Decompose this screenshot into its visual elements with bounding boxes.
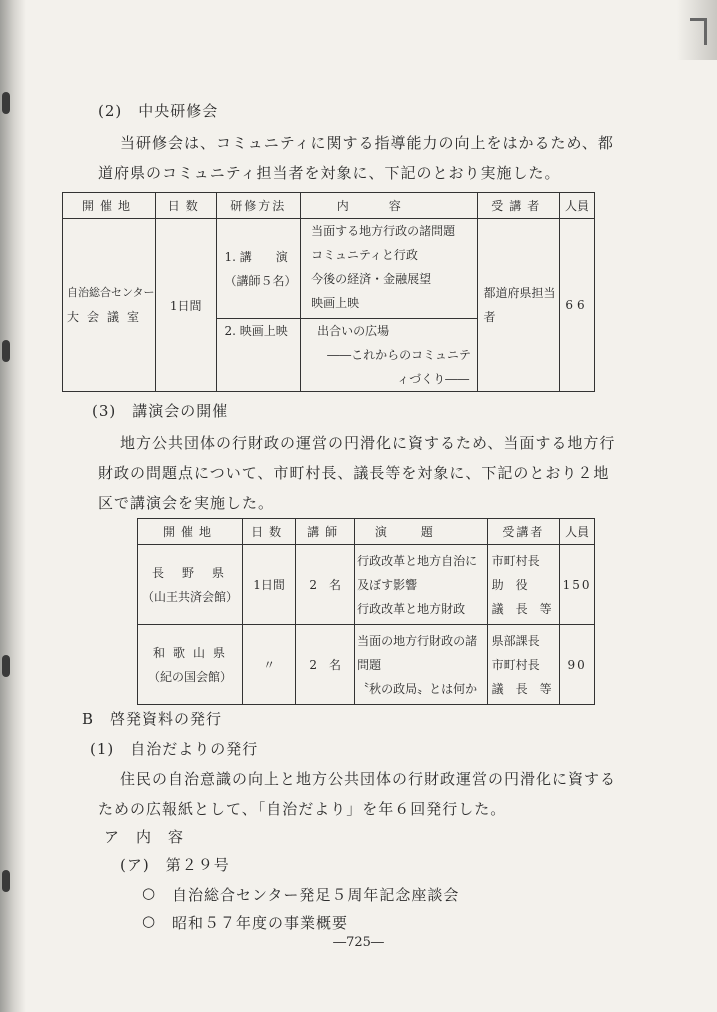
sectionB-paragraph-line1: 住民の自治意識の向上と地方公共団体の行財政運営の円滑化に資する (120, 770, 617, 788)
method1-line1: 1. 講 演 (224, 249, 288, 264)
content1-cell (301, 219, 477, 319)
sectionB-paragraph-line2: ための広報紙として、「自治だより」を年６回発行した。 (98, 800, 507, 818)
topic-line: 問題 (357, 657, 382, 672)
header-topic: 演題 (355, 519, 487, 545)
attendees-line2: 者 (483, 310, 496, 324)
section3-paragraph-line2: 財政の問題点について、市町村長、議長等を対象に、下記のとおり２地 (98, 464, 610, 482)
count-cell: 150 (560, 545, 595, 625)
attendees-line: 助 役 (491, 577, 528, 592)
method2-cell (216, 319, 301, 392)
binding-hole (2, 340, 10, 362)
header-venue: 開催地 (63, 193, 156, 219)
header-method: 研修方法 (216, 193, 301, 219)
content1-line: コミュニティと行政 (311, 248, 418, 262)
attendees-line: 議 長 等 (491, 601, 552, 616)
attendees-cell (487, 625, 560, 705)
attendees-line: 市町村長 (491, 553, 540, 568)
scan-shadow-left (0, 0, 26, 1012)
section2-heading: (2) 中央研修会 (98, 102, 219, 120)
section2-paragraph-line2: 道府県のコミュニティ担当者を対象に、下記のとおり実施した。 (98, 164, 561, 182)
sectionB-subheading: (1) 自治だよりの発行 (90, 740, 259, 758)
topic-line: 当面の地方行財政の諸 (357, 633, 478, 648)
table-row (63, 219, 595, 319)
header-content: 内容 (301, 193, 477, 219)
topic-cell (355, 625, 487, 705)
method1-cell (216, 219, 301, 319)
count-cell: 90 (560, 625, 595, 705)
count-cell: 66 (560, 219, 595, 392)
issue-heading: (ア) 第２９号 (120, 856, 230, 874)
content-heading: ア 内 容 (104, 828, 185, 846)
lecturer-cell: 2 名 (296, 545, 355, 625)
venue-cell (138, 545, 243, 625)
attendees-cell (477, 219, 560, 392)
days-cell: 1日間 (243, 545, 296, 625)
header-days: 日数 (243, 519, 296, 545)
days-cell: 1日間 (155, 219, 216, 392)
header-days: 日数 (155, 193, 216, 219)
attendees-line: 市町村長 (491, 657, 540, 672)
days-cell: 〃 (243, 625, 296, 705)
venue-line1: 自治総合センター (67, 286, 155, 299)
header-count: 人員 (560, 519, 595, 545)
header-count: 人員 (560, 193, 595, 219)
venue-line2: 大会議室 (67, 310, 148, 324)
corner-mark (690, 18, 707, 45)
content2-line: 出合いの広場 (317, 324, 390, 338)
content2-line: ィづくり―― (397, 372, 470, 386)
table-header-row (63, 193, 595, 219)
page-number: ―725― (333, 935, 384, 950)
binding-hole (2, 870, 10, 892)
topic-line: 〝秋の政局〟とは何か (357, 681, 478, 696)
attendees-line1: 都道府県担当 (483, 286, 556, 300)
venue-cell (138, 625, 243, 705)
section3-paragraph-line1: 地方公共団体の行財政の運営の円滑化に資するため、当面する地方行 (120, 434, 616, 452)
method1-line2: （講師５名） (224, 273, 297, 288)
header-lecturer: 講師 (296, 519, 355, 545)
header-venue: 開催地 (138, 519, 243, 545)
table-row (138, 545, 595, 625)
lecture-table (137, 518, 595, 705)
table-header-row (138, 519, 595, 545)
venue-cell (63, 219, 156, 392)
lecturer-cell: 2 名 (296, 625, 355, 705)
attendees-line: 県部課長 (491, 633, 540, 648)
venue-name: 和歌山県 (153, 645, 234, 660)
section3-paragraph-line3: 区で講演会を実施した。 (98, 494, 275, 512)
content1-line: 映画上映 (311, 296, 360, 310)
content1-line: 今後の経済・金融展望 (311, 272, 432, 286)
header-attendees: 受講者 (477, 193, 560, 219)
section2-paragraph-line1: 当研修会は、コミュニティに関する指導能力の向上をはかるため、都 (120, 134, 614, 152)
method2-line: 2. 映画上映 (224, 324, 288, 338)
bullet-icon: ○ (142, 884, 157, 902)
venue-sub: （山王共済会館） (142, 589, 239, 604)
content2-line: ――これからのコミュニテ (327, 348, 471, 362)
content1-line: 当面する地方行政の諸問題 (311, 224, 456, 238)
attendees-cell (487, 545, 560, 625)
venue-name: 長野県 (152, 565, 243, 580)
topic-line: 行政改革と地方自治に (357, 553, 478, 568)
venue-sub: （紀の国会館） (148, 669, 233, 684)
content2-cell (301, 319, 477, 392)
topic-line: 及ぼす影響 (357, 577, 418, 592)
training-table (62, 192, 595, 392)
binding-hole (2, 92, 10, 114)
topic-cell (355, 545, 487, 625)
binding-hole (2, 655, 10, 677)
attendees-line: 議 長 等 (491, 681, 552, 696)
list-item: 昭和５７年度の事業概要 (172, 914, 349, 932)
table-row (138, 625, 595, 705)
header-attendees: 受講者 (487, 519, 560, 545)
sectionB-heading: B 啓発資料の発行 (82, 710, 223, 728)
topic-line: 行政改革と地方財政 (357, 601, 466, 616)
bullet-icon: ○ (142, 912, 157, 930)
section3-heading: (3) 講演会の開催 (92, 402, 229, 420)
list-item: 自治総合センター発足５周年記念座談会 (172, 886, 460, 904)
